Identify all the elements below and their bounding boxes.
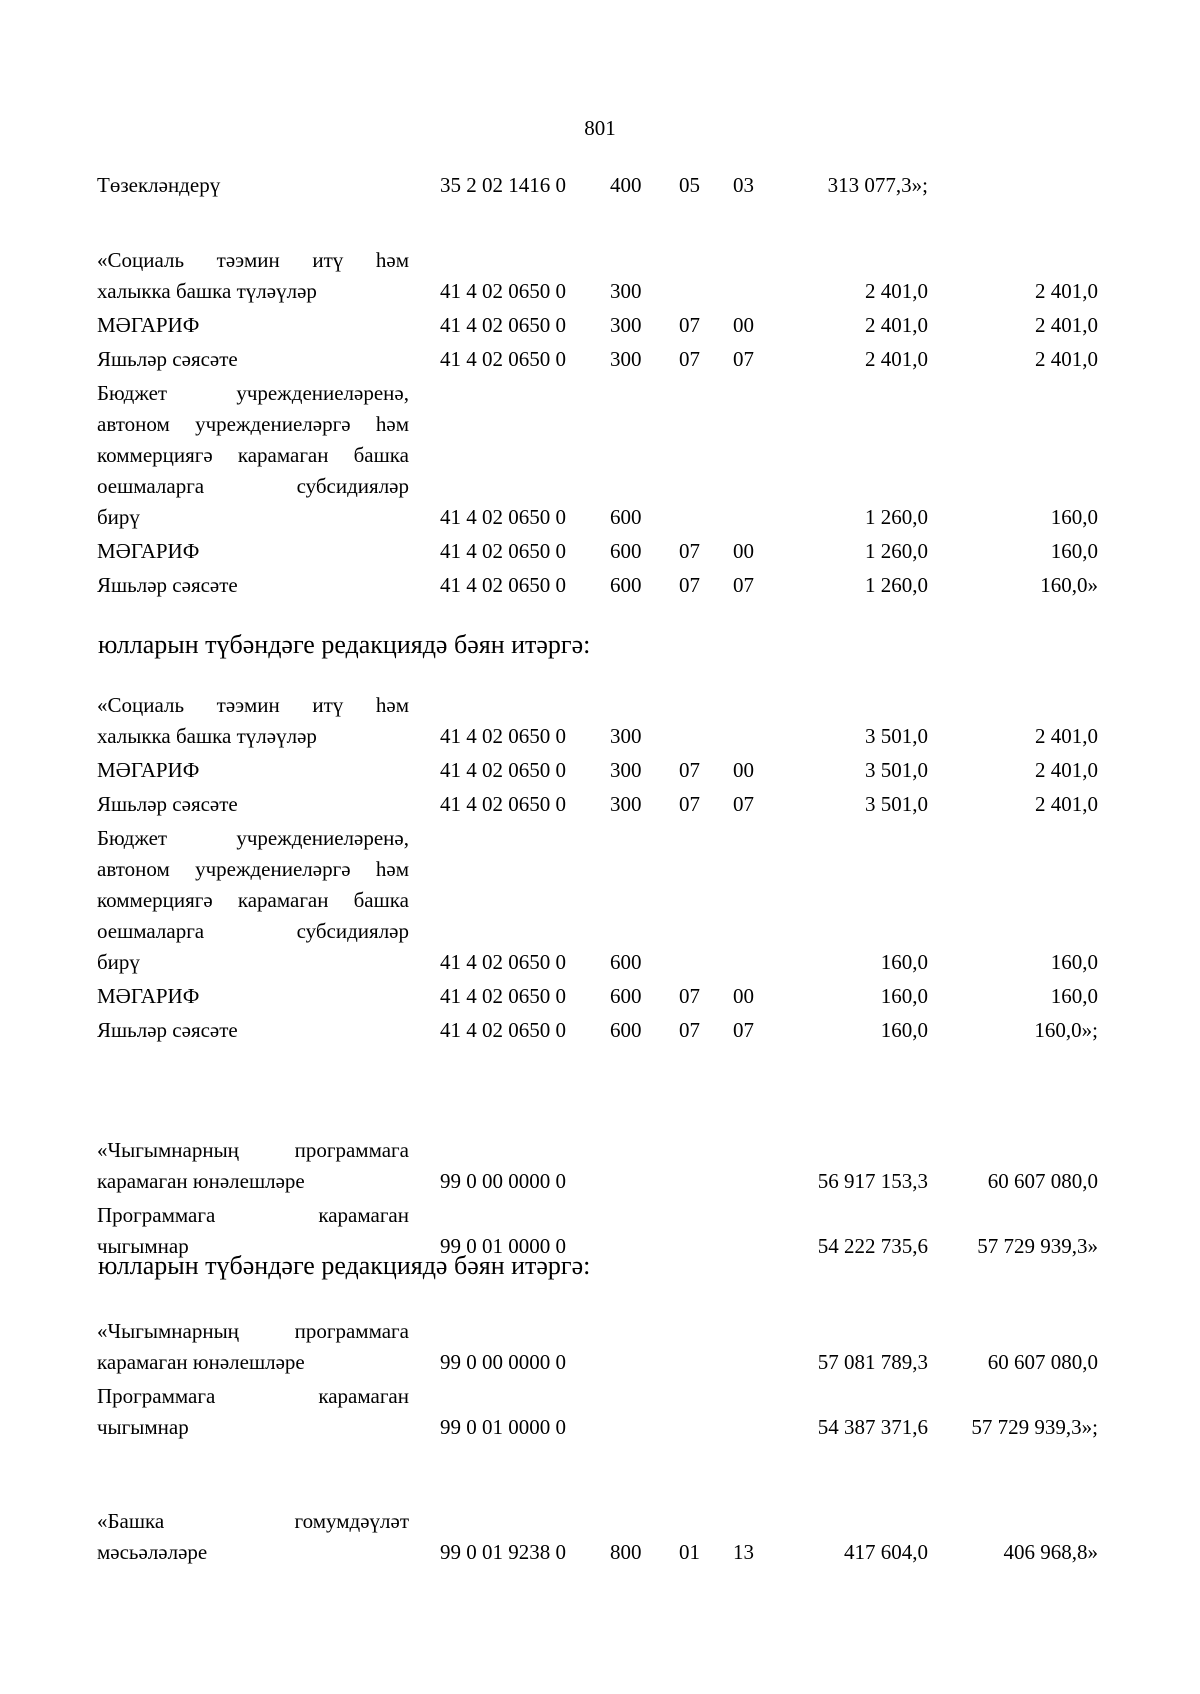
row-sum-2: 2 401,0: [1035, 347, 1098, 371]
row-name: [97, 981, 409, 1012]
row-name-line: Төзекләндерү: [97, 173, 221, 197]
row-name: [97, 170, 409, 201]
row-vr: 300: [610, 758, 642, 782]
row-sum-2: 2 401,0: [1035, 758, 1098, 782]
row-sum-2: 2 401,0: [1035, 792, 1098, 816]
row-pr: 07: [733, 1018, 754, 1042]
row-sum-1: 417 604,0: [844, 1540, 928, 1564]
row-sum-2: 60 607 080,0: [987, 1350, 1098, 1374]
row-sum-2: 60 607 080,0: [987, 1169, 1098, 1193]
table-row: [0, 378, 1200, 536]
page-number: 801: [584, 116, 616, 140]
row-sum-2: 160,0»: [1040, 573, 1098, 597]
table-row: [0, 690, 1200, 755]
row-sum-1: 3 501,0: [865, 724, 928, 748]
table-row: [0, 310, 1200, 344]
row-name-line: Программага карамаган: [97, 1203, 409, 1227]
connector-text-1: юлларын түбәндәге редакциядә бәян итәргә:: [98, 630, 591, 659]
row-rz: 07: [679, 792, 700, 816]
row-name-line: Яшьләр сәясәте: [97, 1018, 238, 1042]
row-pr: 03: [733, 173, 754, 197]
row-name: [97, 1135, 409, 1197]
table-row: [0, 536, 1200, 570]
row-vr: 300: [610, 792, 642, 816]
row-vr: 600: [610, 539, 642, 563]
row-name-line: «Чыгымнарның программага: [97, 1138, 409, 1162]
row-sum-1: 160,0: [880, 984, 928, 1008]
row-vr: 300: [610, 724, 642, 748]
row-sum-1: 56 917 153,3: [817, 1169, 928, 1193]
row-pr: 00: [733, 758, 754, 782]
row-sum-1: 3 501,0: [865, 792, 928, 816]
row-code: 41 4 02 0650 0: [440, 505, 566, 529]
row-pr: 07: [733, 792, 754, 816]
row-vr: 800: [610, 1540, 642, 1564]
row-sum-1: 2 401,0: [865, 347, 928, 371]
row-code: 99 0 00 0000 0: [440, 1350, 566, 1374]
row-rz: 07: [679, 573, 700, 597]
table-row: [0, 1015, 1200, 1049]
row-vr: 600: [610, 573, 642, 597]
row-code: 99 0 01 0000 0: [440, 1415, 566, 1439]
row-name-line: коммерциягә карамаган башка: [97, 443, 409, 467]
row-code: 41 4 02 0650 0: [440, 792, 566, 816]
row-name: [97, 310, 409, 341]
table-row: [0, 981, 1200, 1015]
row-pr: 07: [733, 347, 754, 371]
row-name: [97, 344, 409, 375]
row-name-line: оешмаларга субсидияләр: [97, 919, 409, 943]
row-sum-1: 54 387 371,6: [817, 1415, 928, 1439]
row-vr: 400: [610, 173, 642, 197]
row-pr: 00: [733, 984, 754, 1008]
row-sum-1: 57 081 789,3: [817, 1350, 928, 1374]
row-vr: 300: [610, 347, 642, 371]
row-vr: 300: [610, 313, 642, 337]
row-rz: 07: [679, 1018, 700, 1042]
row-code: 99 0 00 0000 0: [440, 1169, 566, 1193]
row-sum-1: 1 260,0: [865, 573, 928, 597]
row-name-line: «Чыгымнарның программага: [97, 1319, 409, 1343]
row-name-line: карамаган юнәлешләре: [97, 1169, 305, 1193]
row-code: 41 4 02 0650 0: [440, 758, 566, 782]
row-sum-1: 2 401,0: [865, 279, 928, 303]
row-name-line: чыгымнар: [97, 1234, 189, 1258]
row-code: 41 4 02 0650 0: [440, 950, 566, 974]
row-rz: 07: [679, 758, 700, 782]
row-name-line: Бюджет учреждениеләренә,: [97, 381, 409, 405]
row-code: 41 4 02 0650 0: [440, 724, 566, 748]
row-name-line: «Социаль тәэмин итү һәм: [97, 248, 409, 272]
row-sum-1: 1 260,0: [865, 539, 928, 563]
row-sum-2: 2 401,0: [1035, 313, 1098, 337]
row-vr: 600: [610, 984, 642, 1008]
table-row: [0, 823, 1200, 981]
row-name-line: Программага карамаган: [97, 1384, 409, 1408]
row-name-line: Яшьләр сәясәте: [97, 347, 238, 371]
row-name-line: халыкка башка түләүләр: [97, 724, 317, 748]
table-row: [0, 344, 1200, 378]
row-code: 41 4 02 0650 0: [440, 984, 566, 1008]
row-vr: 600: [610, 505, 642, 529]
row-code: 41 4 02 0650 0: [440, 1018, 566, 1042]
row-name-line: бирү: [97, 505, 140, 529]
row-pr: 00: [733, 313, 754, 337]
row-code: 41 4 02 0650 0: [440, 279, 566, 303]
row-sum-2: 406 968,8»: [1003, 1540, 1098, 1564]
row-sum-1: 1 260,0: [865, 505, 928, 529]
row-pr: 07: [733, 573, 754, 597]
row-name: [97, 823, 409, 978]
row-name-line: чыгымнар: [97, 1415, 189, 1439]
row-code: 41 4 02 0650 0: [440, 347, 566, 371]
row-name: [97, 1316, 409, 1378]
row-sum-2: 57 729 939,3»;: [971, 1415, 1098, 1439]
row-rz: 07: [679, 347, 700, 371]
row-vr: 600: [610, 950, 642, 974]
row-code: 99 0 01 0000 0: [440, 1234, 566, 1258]
table-row: [0, 755, 1200, 789]
row-name: [97, 570, 409, 601]
row-name-line: халыкка башка түләүләр: [97, 279, 317, 303]
row-name-line: МӘГАРИФ: [97, 313, 200, 337]
row-code: 41 4 02 0650 0: [440, 313, 566, 337]
row-name-line: МӘГАРИФ: [97, 984, 200, 1008]
row-name-line: Яшьләр сәясәте: [97, 573, 238, 597]
row-name: [97, 1506, 409, 1568]
row-name: [97, 536, 409, 567]
row-code: 41 4 02 0650 0: [440, 573, 566, 597]
row-sum-2: 160,0»;: [1034, 1018, 1098, 1042]
table-row: [0, 1135, 1200, 1200]
row-name: [97, 690, 409, 752]
row-sum-2: 160,0: [1050, 984, 1098, 1008]
row-rz: 05: [679, 173, 700, 197]
row-name-line: автоном учреждениеләргә һәм: [97, 857, 409, 881]
row-pr: 00: [733, 539, 754, 563]
row-vr: 300: [610, 279, 642, 303]
table-row: [0, 570, 1200, 604]
row-sum-1: 160,0: [880, 950, 928, 974]
row-name: [97, 789, 409, 820]
row-sum-1: 3 501,0: [865, 758, 928, 782]
row-sum-1: 2 401,0: [865, 313, 928, 337]
row-name: [97, 378, 409, 533]
row-name-line: карамаган юнәлешләре: [97, 1350, 305, 1374]
row-sum-2: 160,0: [1050, 539, 1098, 563]
row-code: 35 2 02 1416 0: [440, 173, 566, 197]
row-sum-2: 2 401,0: [1035, 279, 1098, 303]
row-rz: 07: [679, 313, 700, 337]
row-name-line: бирү: [97, 950, 140, 974]
row-vr: 600: [610, 1018, 642, 1042]
row-name-line: автоном учреждениеләргә һәм: [97, 412, 409, 436]
row-name-line: коммерциягә карамаган башка: [97, 888, 409, 912]
row-sum-2: 57 729 939,3»: [977, 1234, 1098, 1258]
row-name-line: оешмаларга субсидияләр: [97, 474, 409, 498]
row-code: 41 4 02 0650 0: [440, 539, 566, 563]
table-row: [0, 170, 1200, 204]
row-sum-2: 160,0: [1050, 505, 1098, 529]
row-sum-2: 2 401,0: [1035, 724, 1098, 748]
row-name: [97, 1381, 409, 1443]
table-row: [0, 1381, 1200, 1446]
row-name: [97, 245, 409, 307]
table-row: [0, 1506, 1200, 1571]
table-row: [0, 1316, 1200, 1381]
row-rz: 07: [679, 984, 700, 1008]
row-sum-1: 160,0: [880, 1018, 928, 1042]
row-sum-1: 313 077,3»;: [827, 173, 928, 197]
row-name-line: «Социаль тәэмин итү һәм: [97, 693, 409, 717]
row-name-line: мәсьәләләре: [97, 1540, 208, 1564]
row-rz: 01: [679, 1540, 700, 1564]
row-code: 99 0 01 9238 0: [440, 1540, 566, 1564]
row-name: [97, 755, 409, 786]
table-row: [0, 245, 1200, 310]
row-name-line: Бюджет учреждениеләренә,: [97, 826, 409, 850]
row-sum-2: 160,0: [1050, 950, 1098, 974]
row-pr: 13: [733, 1540, 754, 1564]
row-name-line: «Башка гомумдәүләт: [97, 1509, 409, 1533]
row-name: [97, 1015, 409, 1046]
connector-text-2: юлларын түбәндәге редакциядә бәян итәргә:: [98, 1251, 591, 1280]
row-rz: 07: [679, 539, 700, 563]
row-name-line: МӘГАРИФ: [97, 758, 200, 782]
table-row: [0, 789, 1200, 823]
row-name-line: Яшьләр сәясәте: [97, 792, 238, 816]
row-name-line: МӘГАРИФ: [97, 539, 200, 563]
row-sum-1: 54 222 735,6: [817, 1234, 928, 1258]
